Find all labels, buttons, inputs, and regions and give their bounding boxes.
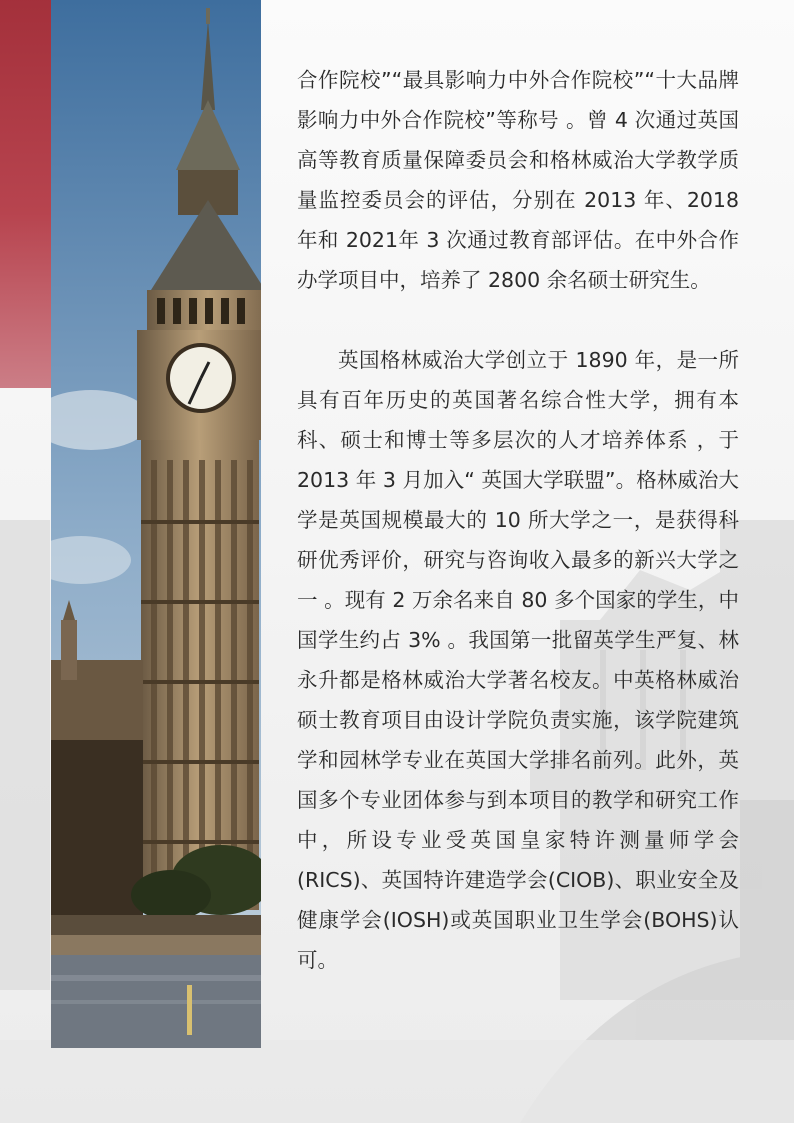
big-ben-clock-tower-photo bbox=[51, 0, 261, 1048]
article-body bbox=[297, 60, 739, 980]
paragraph-university-honors: 合作院校”“最具影响力中外合作院校”“十大品牌影响力中外合作院校”等称号 。曾 4 次通过英国高等教育质量保障委员会和格林威治大学教学质量监控委员会的评估，分别在 2013 年、2018 年和 2021年 3 次通过教育部评估。在中外合作办学项目中，培养了 2800 余名硕士研究生。 bbox=[297, 68, 739, 292]
paragraph-greenwich-introduction: 英国格林威治大学创立于 1890 年，是一所具有百年历史的英国著名综合性大学，拥有本科、硕士和博士等多层次的人才培养体系 ，于 2013 年 3 月加入“ 英国大学联盟”。格林威治大学是英国规模最大的 10 所大学之一，是获得科研优秀评价，研究与咨询收入最多的新兴大学之一 。现有 2 万余名来自 80 多个国家的学生，中国学生约占 3% 。我国第一批留英学生严复、林永升都是格林威治大学著名校友。中英格林威治硕士教育项目由设计学院负责实施，该学院建筑学和园林学专业在英国大学排名前列。此外，英国多个专业团体参与到本项目的教学和研究工作中，所设专业受英国皇家特许测量师学会(RICS)、英国特许建造学会(CIOB)、职业安全及健康学会(IOSH)或英国职业卫生学会(BOHS)认可。 bbox=[297, 348, 739, 972]
